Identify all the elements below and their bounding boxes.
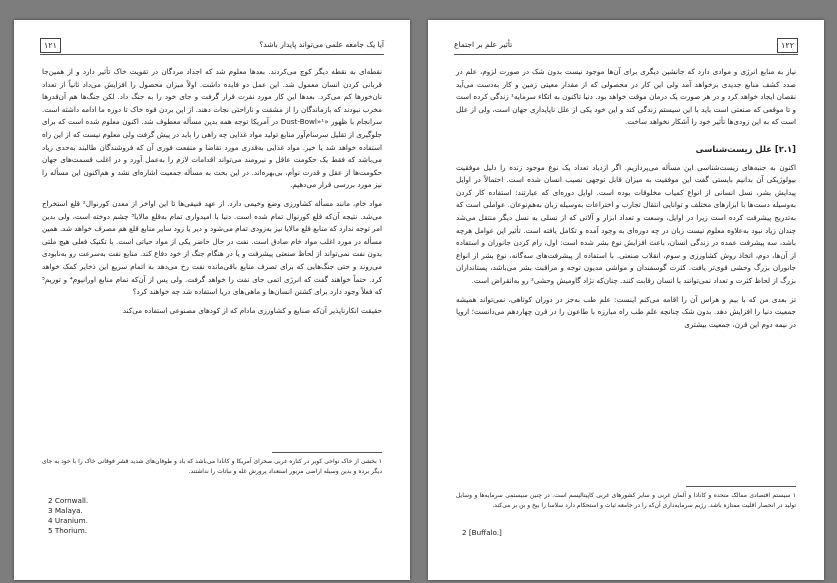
page-number: ۱۲۱ bbox=[40, 38, 61, 53]
footnote-rule bbox=[272, 452, 382, 453]
paragraph: نیاز به منابع انرژی و موادی دارد که جانشین دیگری برای آن‌ها موجود نیست بدون شک در صورت لزوم، علم در صدد کشف منابع جدیدی برخواهد آمد ولی این کار در محصولی که از مقدار معینی زمین و کار به‌دست می‌آید نقصان ایجاد خواهد کرد و در هر صورت یک درمان موقت خواهد بود. دنیا تاکنون به اتکاء سرمایه¹ زندگی کرده است و تا موقعی که صنعتی است باید با این سیستم زندگی کند و این خود یکی از علل ناپایداری جهان است، ولی از علل است که به این زودی‌ها تأثیر خود را آشکار نخواهد ساخت. bbox=[456, 67, 796, 127]
running-title: تأثیر علم بر اجتماع bbox=[454, 40, 513, 49]
paragraph: اکنون به جنبه‌های زیست‌شناسی این مسأله می‌پردازیم. اگر ازدیاد تعداد یک نوع موجود زنده را دلیل موفقیت بیولوژیکی آن بدانیم بایستی گفت این موفقیت به میزان قابل توجهی نصیب انسان شده است. احتمالاً در اوایل پیدایش بشر، نسل انسانی از انواع کمیاب مخلوقات بوده است. اوایل دوره‌ای که عبارتند: استفاده کار کردن به‌وسیله دست‌ها با ابزارهای مختلف و توانایی انتقال تجارب و اختراعات به‌وسیله زبان به‌هم‌نوعان. عواملی است که به‌تدریج پیشرفت کرده است زیرا در اوایل، وسعت و تعداد ابزار و آلاتی که از نسلی به نسل دیگر منتقل می‌شد چندان زیاد نبود به‌علاوه معلوم نیست زبان در چه دوره‌ای به وجود آمده و تکامل یافته است. تأثیر این عوامل هرچه باشد، سه پیشرفت عمده در زندگی انسان، باعث افزایش نوع بشر شده است: اول، رام کردن جانوران و استفاده از آن‌ها، دوم، اتخاذ روش کشاورزی و سوم، انقلاب صنعتی. با استفاده از پیشرفت‌های سه‌گانه، نوع بشر از انواع جانوران بزرگ وحشی قوی‌تر یافت. کثرت گوسفندان و مواشی مدیون توجه و مراقبت بشر می‌باشد، پستانداران بزرگ از لحاظ کثرت و تعداد نمی‌توانند با انسان رقابت کنند. چنان‌که نژاد گاومیش وحشی² رو به‌انقراض است. bbox=[456, 162, 796, 285]
latin-footnote: 2 [Buffalo.] bbox=[462, 528, 502, 537]
footnote: ۱ سیستم اقتصادی ممالک متحده و کانادا و آلمان غربی و سایر کشورهای غربی کاپیتالیسم است. در چنین سیستمی سرمایه‌ها و وسایل تولید در انحصار اقلیت ممتازه باشد. رژیم سرمایه‌داری آن‌که را در جامعه ثبات و استحکام دارد سلاسا را بیخ و بن بر می‌کند. bbox=[456, 492, 796, 509]
running-title: آیا یک جامعه علمی می‌تواند پایدار باشد؟ bbox=[259, 40, 384, 49]
latin-footnotes bbox=[462, 528, 502, 538]
latin-footnote: 4 Uranium. bbox=[48, 516, 88, 525]
footnotes bbox=[456, 486, 796, 511]
paragraph: حقیقت انکارناپذیر آن‌که صنایع و کشاورزی مادام که از کودهای مصنوعی استفاده می‌کند bbox=[122, 305, 382, 315]
body-text bbox=[456, 66, 796, 337]
page-121 bbox=[14, 20, 410, 580]
latin-footnotes bbox=[48, 496, 88, 536]
latin-footnote: 5 Thorium. bbox=[48, 526, 87, 535]
section-heading: [۲.۱] علل زیست‌شناسی bbox=[695, 143, 796, 154]
body-text bbox=[42, 66, 382, 323]
latin-footnote: 3 Malaya. bbox=[48, 506, 83, 515]
running-header bbox=[40, 38, 384, 55]
page-number: ۱۲۲ bbox=[777, 38, 798, 53]
page-122 bbox=[428, 20, 824, 580]
paragraph: تز بعدی من که با بیم و هراس آن را اقامه می‌کنم اینست: علم طب به‌جز در دوران کوتاهی، نمی‌تواند همیشه جمعیت دنیا را افزایش دهد. بدون شک چنانچه علم طب راه مبارزه با طاعون را در قرن چهاردهم می‌دانست؛ اروپا در نیمه دوم این قرن، جمعیت بیشتری bbox=[456, 294, 796, 329]
footnote: ۱ بخشی از خاک نواحی کویر در کناره غربی صحرای آمریکا و کانادا می‌باشد که باد و طوفان‌های شدید قشر فوقانی خاک را با خود به جای دیگر برده و بدین وسیله اراضی مزبور استعداد پرورش غله و نباتات را نداشتند. bbox=[42, 458, 382, 475]
footnote-rule bbox=[686, 486, 796, 487]
footnotes bbox=[42, 452, 382, 477]
running-header bbox=[454, 38, 798, 55]
latin-footnote: 2 Cornwall. bbox=[48, 496, 89, 505]
paragraph: مواد خام، مانند مسأله کشاورزی وضع وخیمی دارد. از عهد فنیقی‌ها تا این اواخر از معدن کورنوال² قلع استخراج می‌شد. نتیجه آن‌که قلع کورنوال تمام شده است. دنیا با امیدواری تمام به‌قلع مالایا³ چشم دوخته است، ولی بدین امر توجه ندارد که منابع قلع مالایا نیز به‌زودی تمام می‌شود و دیر یا زود سایر منابع قلع هم مصرف خواهد شد. همین مسأله در مورد اغلب مواد خام صادق است. نفت در حال حاضر یکی از مواد حیاتی است. با تکنیک فعلی هیچ ملتی بدون نفت نمی‌تواند از لحاظ صنعتی پیشرفت و یا در هنگام جنگ از خود دفاع کند. منابع نفت به‌سرعت رو به‌نابودی می‌روند و حتی جنگ‌هایی که برای تصرف منابع باقی‌مانده نفت رخ می‌دهد به اتمام سریع این ذخایر کمک خواهد کرد. حتماً خواهند گفت که انرژی اتمی جای نفت را خواهد گرفت. ولی پس از آن‌که تمام منابع اورانیوم⁴ و توریم⁵ که فعلاً وجود دارد برای کشتن انسان‌ها و ماهی‌های دریا استفاده شد چه خواهند کرد؟ bbox=[42, 198, 383, 297]
paragraph: نقطه‌ای به نقطه دیگر کوچ می‌کردند. بعدها معلوم شد که اجداد مردگان در تقویت خاک تأثیر دارد و از همین‌جا قربانی کردن انسان معمول شد. این عمل دو فایده داشت. اولاً میزان محصول را افزایش می‌داد ثانیاً از تعداد نان‌خورها کم می‌کرد. بعدها این کار مورد نفرت قرار گرفت و جای خود را به جنگ داد. لکن جنگ‌ها هم آن‌قدرها مخرب نبودند که بازماندگان را از مشقت و ناراحتی نجات دهند. از این بردن قوه خاک تا دوره ما ادامه داشته است. سرانجام با ظهور «Dust-Bowl»¹ در آمریکا توجه همه بدین مسأله معطوف شد. اکنون معلوم شده است که برای جلوگیری از تقلیل سرسام‌آور منابع تولید مواد غذایی چه راهی را باید در پیش گرفت ولی معلوم نیست که از این راه استفاده خواهد شد یا خیر. مواد غذایی به‌قدری مورد تقاضا و منفعت فوری آن که فروشندگان طالبند به‌حدی زیاد می‌باشد که فقط یک حکومت عاقل و نیرومند می‌تواند اقدامات لازم را به‌عمل آورد و در اغلب قسمت‌های جهان حکومت‌ها از عقل و قدرت توأم، بی‌بهره‌اند. در این بحث به مسأله جمعیت اشاره‌ای نشد و هم‌اکنون این مسأله را نیز مورد بررسی قرار می‌دهیم. bbox=[42, 67, 382, 190]
